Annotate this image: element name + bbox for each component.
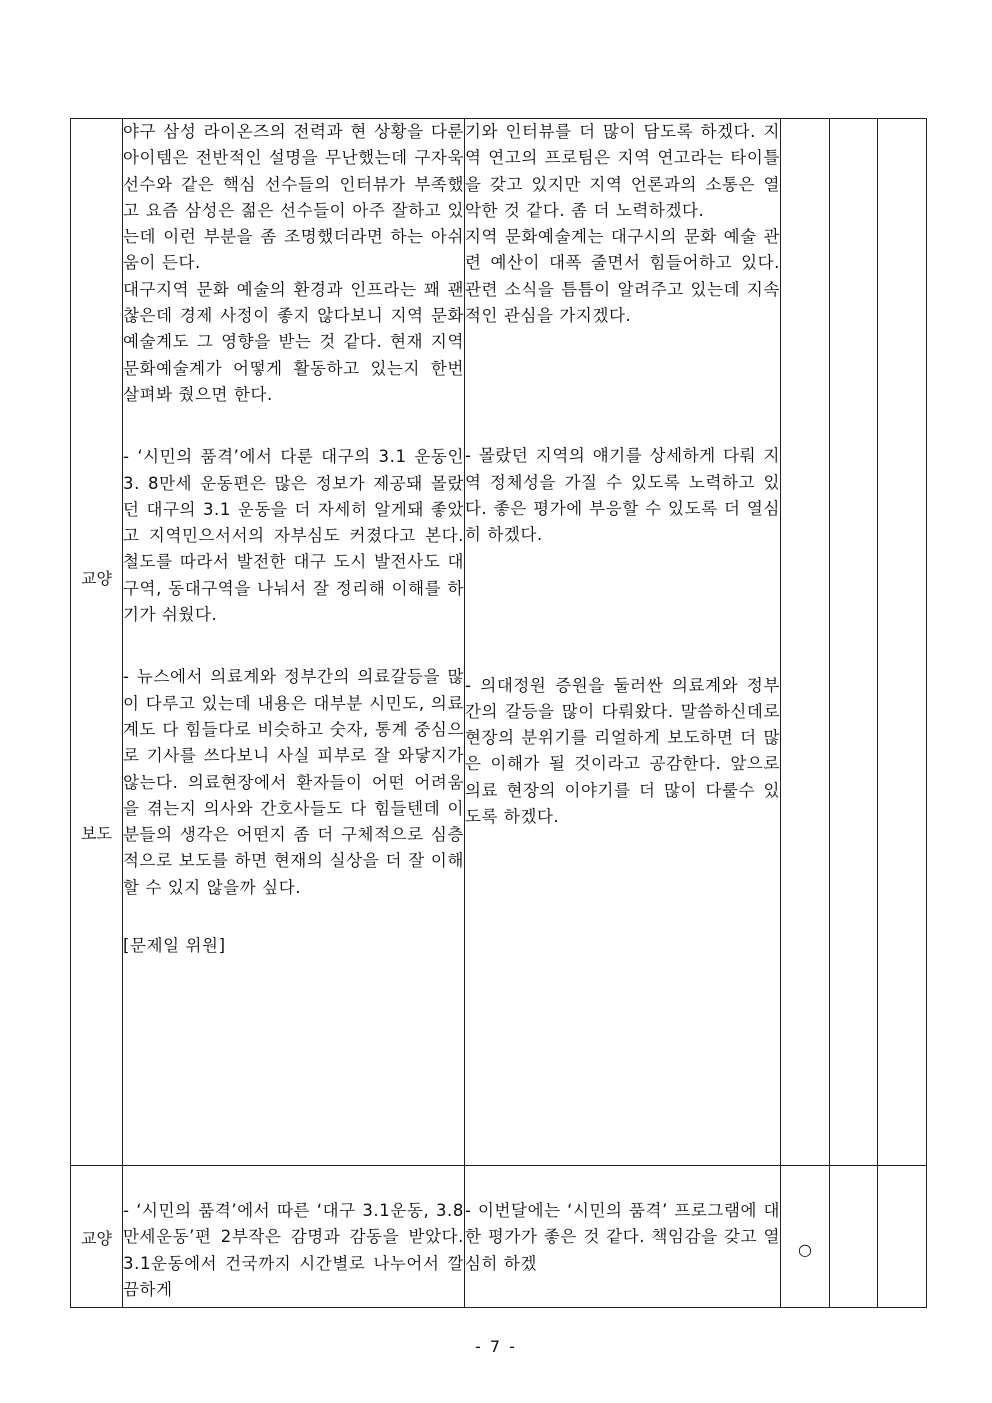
table-row bbox=[71, 1166, 927, 1308]
reply-cell bbox=[465, 1166, 781, 1308]
reply-paragraph: - 몰랐던 지역의 얘기를 상세하게 다뤄 지역 정체성을 가질 수 있도록 노력하고 있다. 좋은 평가에 부응할 수 있도록 더 열심히 하겠다. bbox=[465, 446, 780, 545]
check-cell bbox=[878, 119, 927, 1166]
reply-paragraph: 지역 문화예술계는 대구시의 문화 예술 관련 예산이 대폭 줄면서 힘들어하고 있다. 관련 소식을 틈틈이 알려주고 있는데 지속적인 관심을 가지겠다. bbox=[465, 227, 780, 326]
check-cell bbox=[878, 1166, 927, 1308]
opinion-paragraph: 야구 삼성 라이온즈의 전력과 현 상황을 다룬 아이템은 전반적인 설명을 무난했는데 구자욱 선수와 같은 핵심 선수들의 인터뷰가 부족했고 요즘 삼성은 젊은 선수들이 아주 잘하고 있는데 이런 부분을 좀 조명했더라면 하는 아쉬움이 든다. bbox=[123, 122, 464, 273]
spacer bbox=[123, 628, 464, 664]
reply-cell bbox=[465, 119, 781, 1166]
check-cell bbox=[781, 119, 830, 1166]
spacer bbox=[123, 901, 464, 933]
opinion-cell bbox=[123, 1166, 465, 1308]
category-label: 교양 bbox=[81, 569, 112, 588]
reply-paragraph: - 의대정원 증원을 둘러싼 의료계와 정부간의 갈등을 많이 다뤄왔다. 말씀하신데로 현장의 분위기를 리얼하게 보도하면 더 많은 이해가 될 것이라고 공감한다. 앞으로 의료 현장의 이야기를 더 많이 다룰수 있도록 하겠다. bbox=[465, 675, 780, 827]
spacer bbox=[465, 329, 780, 443]
member-name: [문제일 위원] bbox=[123, 936, 226, 956]
category-cell bbox=[71, 1166, 123, 1308]
check-mark: ○ bbox=[781, 1166, 830, 1308]
opinion-cell bbox=[123, 119, 465, 1166]
spacer bbox=[123, 408, 464, 444]
page-number: - 7 - bbox=[475, 1337, 517, 1356]
opinion-paragraph: - ‘시민의 품격’에서 따른 ‘대구 3.1운동, 3.8 만세운동’편 2부작은 감명과 감동을 받았다. 3.1운동에서 건국까지 시간별로 나누어서 깔끔하게 bbox=[123, 1201, 464, 1299]
opinion-paragraph: 대구지역 문화 예술의 환경과 인프라는 꽤 괜찮은데 경제 사정이 좋지 않다보니 지역 문화예술계도 그 영향을 받는 것 같다. 현재 지역 문화예술계가 어떻게 활동하고 있는지 한번 살펴봐 줬으면 한다. bbox=[123, 279, 464, 404]
review-table bbox=[70, 118, 927, 1308]
reply-paragraph: 기와 인터뷰를 더 많이 담도록 하겠다. 지역 연고의 프로팀은 지역 연고라는 타이틀을 갖고 있지만 지역 언론과의 소통은 열악한 것 같다. 좀 더 노력하겠다. bbox=[465, 122, 780, 220]
table-row bbox=[71, 119, 927, 1166]
category-cell bbox=[71, 119, 123, 1166]
category-label: 교양 bbox=[81, 1229, 112, 1248]
opinion-paragraph: - ‘시민의 품격’에서 다룬 대구의 3.1 운동인 3. 8만세 운동편은 많은 정보가 제공돼 몰랐던 대구의 3.1 운동을 더 자세히 알게돼 좋았고 지역민으서서의 자부심도 커졌다고 본다. 철도를 따라서 발전한 대구 도시 발전사도 대구역, 동대구역을 나눠서 잘 정리해 이해를 하기가 쉬웠다. bbox=[123, 447, 464, 625]
check-cell bbox=[830, 119, 878, 1166]
category-label: 보도 bbox=[81, 824, 112, 843]
opinion-paragraph: - 뉴스에서 의료계와 정부간의 의료갈등을 많이 다루고 있는데 내용은 대부분 시민도, 의료계도 다 힘들다로 비슷하고 숫자, 통계 중심으로 기사를 쓰다보니 사실 피부로 잘 와닿지가 않는다. 의료현장에서 환자들이 어떤 어려움을 겪는지 의사와 간호사들도 다 힘들텐데 이 분들의 생각은 어떤지 좀 더 구체적으로 심층적으로 보도를 하면 현재의 실상을 더 잘 이해할 수 있지 않을까 싶다. bbox=[123, 667, 464, 897]
spacer bbox=[465, 549, 780, 673]
reply-paragraph: - 이번달에는 ‘시민의 품격’ 프로그램에 대한 평가가 좋은 것 같다. 책임감을 갖고 열심히 하겠 bbox=[465, 1201, 780, 1273]
check-cell bbox=[830, 1166, 878, 1308]
